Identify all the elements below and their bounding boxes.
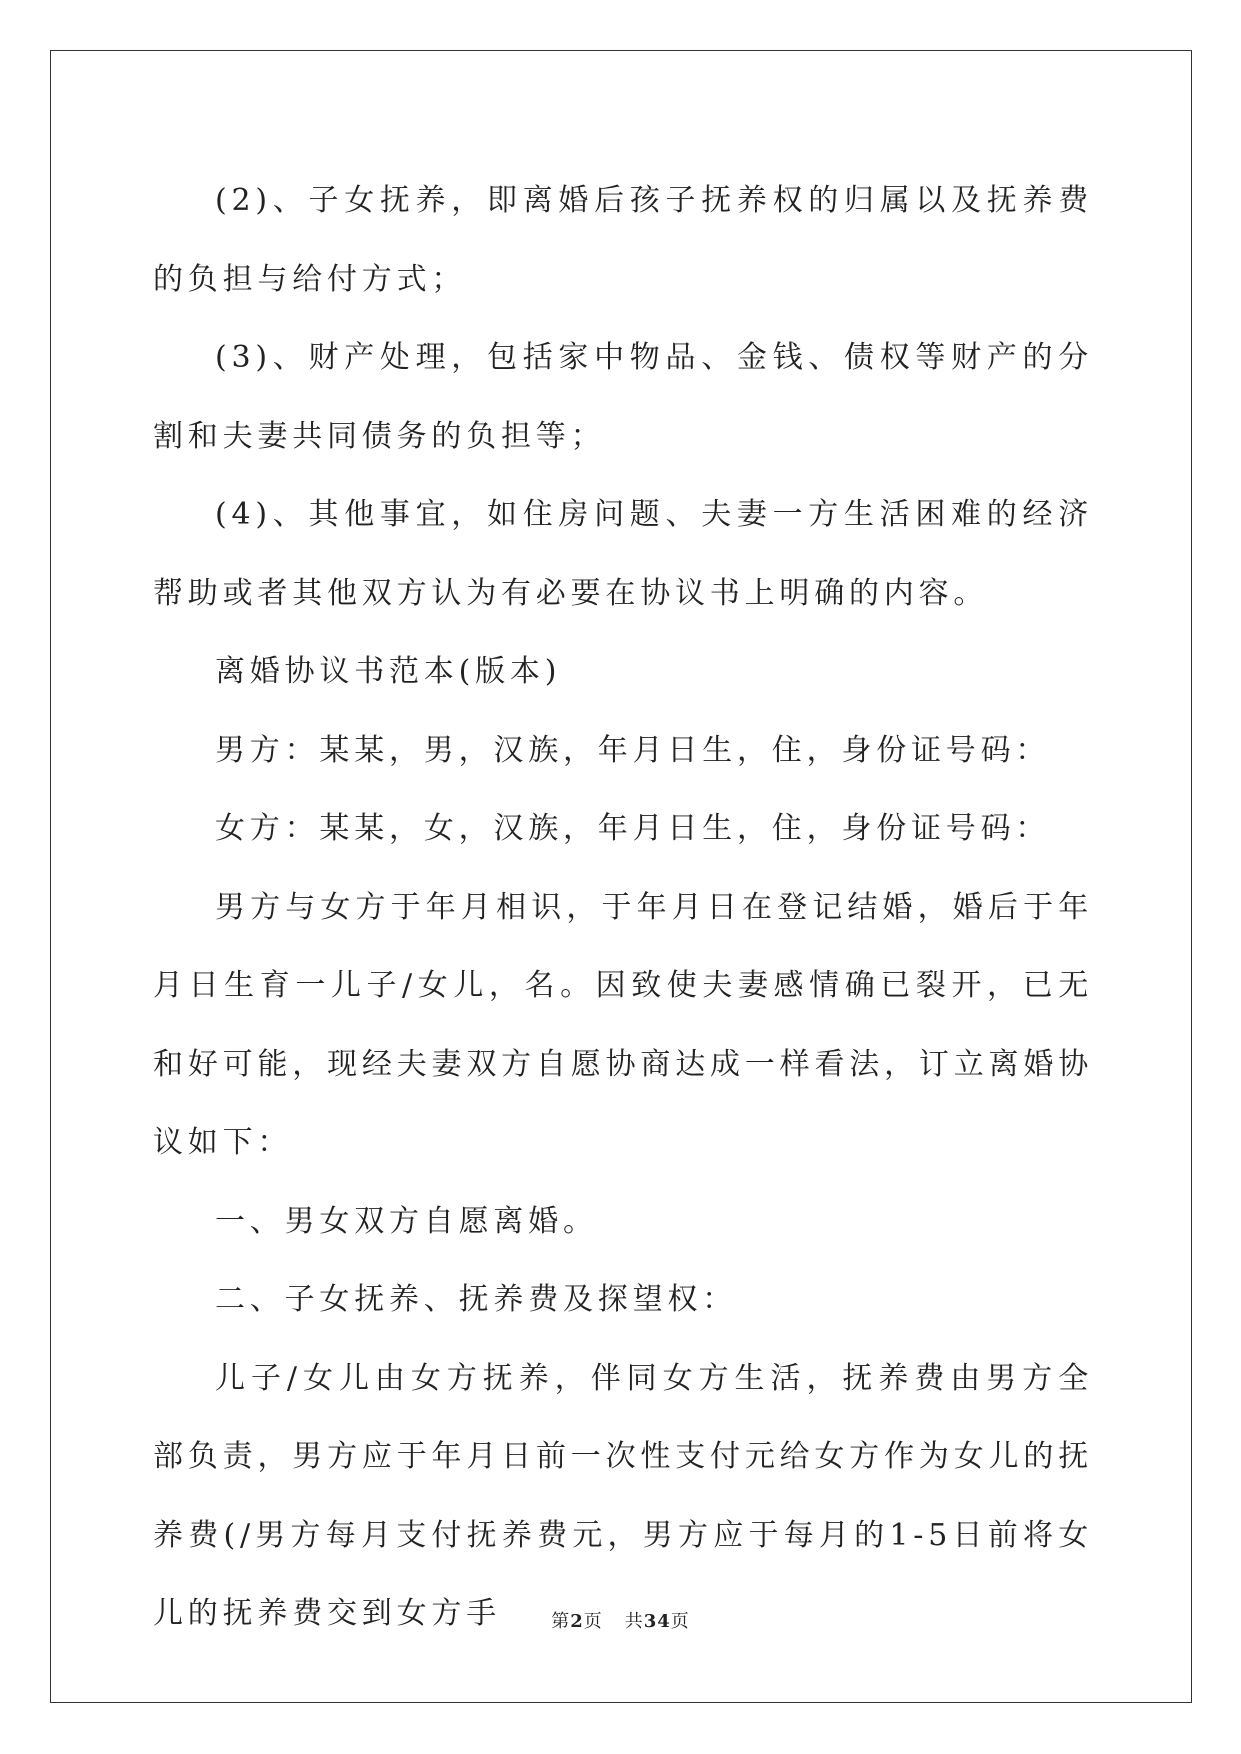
paragraph-other-matters: (4)、其他事宜，如住房问题、夫妻一方生活困难的经济帮助或者其他双方认为有必要在协议书上明确的内容。: [153, 497, 1093, 611]
page-suffix: 页: [583, 1611, 603, 1632]
page-prefix: 第: [551, 1611, 571, 1632]
paragraph-property: (3)、财产处理，包括家中物品、金钱、债权等财产的分割和夫妻共同债务的负担等；: [153, 340, 1093, 454]
document-body: [153, 162, 1093, 1654]
paragraph-male-party: 男方：某某，男，汉族，年月日生，住，身份证号码：: [215, 732, 1051, 768]
paragraph-child-custody: (2)、子女抚养，即离婚后孩子抚养权的归属以及抚养费的负担与给付方式；: [153, 183, 1093, 297]
page-number: 2: [570, 1611, 584, 1632]
paragraph-custody-terms: 儿子/女儿由女方抚养，伴同女方生活，抚养费由男方全部负责，男方应于年月日前一次性支付元给女方作为女儿的抚养费(/男方每月支付抚养费元，男方应于每月的1-5日前将女儿的抚养费交到女方手: [153, 1360, 1093, 1631]
total-prefix: 共: [624, 1611, 644, 1632]
paragraph-female-party: 女方：某某，女，汉族，年月日生，住，身份证号码：: [215, 811, 1051, 846]
total-suffix: 页: [670, 1611, 690, 1632]
paragraph-template-title: 离婚协议书范本(版本): [215, 654, 562, 689]
paragraph-clause-two: 二、子女抚养、抚养费及探望权：: [215, 1282, 737, 1317]
total-pages: 34: [643, 1611, 671, 1632]
page-footer: [0, 1607, 1241, 1633]
paragraph-background: 男方与女方于年月相识，于年月日在登记结婚，婚后于年月日生育一儿子/女儿，名。因致使夫妻感情确已裂开，已无和好可能，现经夫妻双方自愿协商达成一样看法，订立离婚协议如下：: [153, 889, 1093, 1160]
paragraph-clause-one: 一、男女双方自愿离婚。: [215, 1203, 598, 1239]
